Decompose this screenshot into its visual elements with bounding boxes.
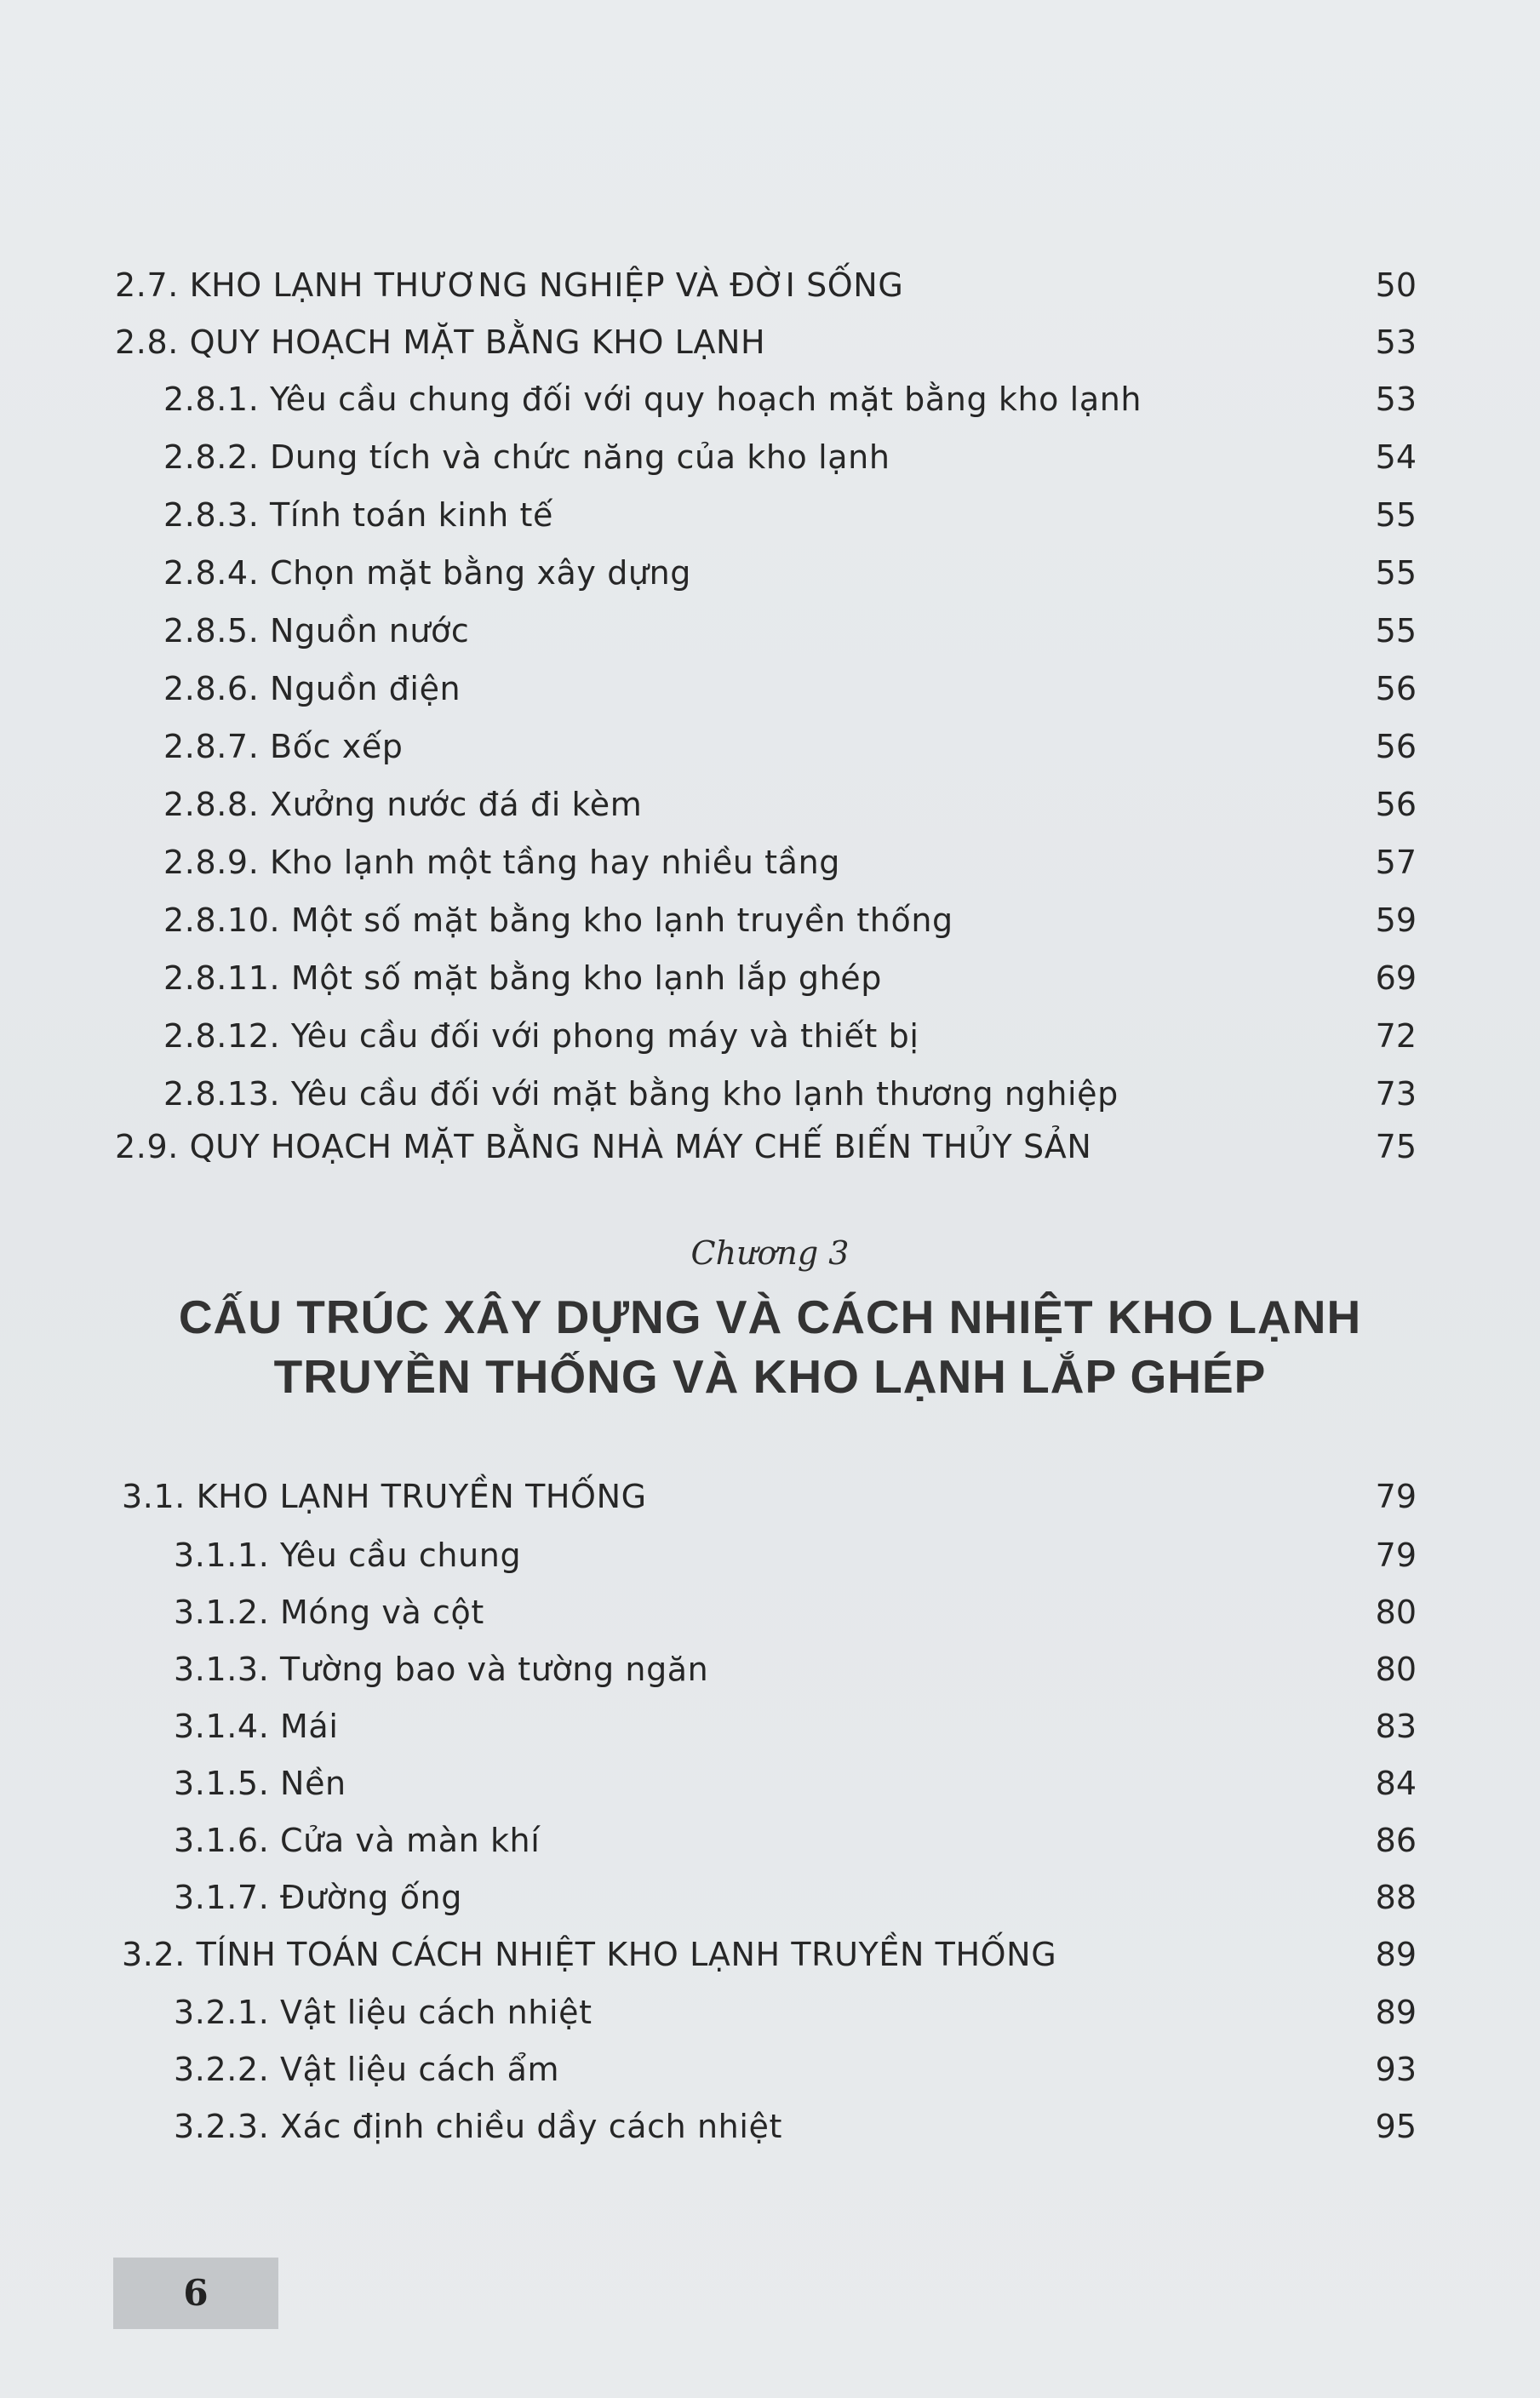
toc-entry-label: 2.8.2. Dung tích và chức năng của kho lạnh xyxy=(163,438,890,476)
toc-entry-label: 2.8.3. Tính toán kinh tế xyxy=(163,496,553,534)
toc-entry xyxy=(0,895,1540,946)
toc-entry-label: 2.7. KHO LẠNH THƯƠNG NGHIỆP VÀ ĐỜI SỐNG xyxy=(115,266,904,304)
toc-entry-page: 89 xyxy=(1375,1994,1417,2031)
toc-entry-label: 3.1. KHO LẠNH TRUYỀN THỐNG xyxy=(122,1478,647,1515)
toc-entry-page: 84 xyxy=(1375,1765,1417,1802)
toc-entry-page: 55 xyxy=(1375,496,1417,534)
toc-entry-label: 3.2.2. Vật liệu cách ẩm xyxy=(174,2051,560,2088)
toc-entry-label: 2.8.13. Yêu cầu đối với mặt bằng kho lạnh thương nghiệp xyxy=(163,1075,1119,1113)
toc-entry xyxy=(0,432,1540,483)
toc-entry xyxy=(0,547,1540,598)
toc-entry-page: 80 xyxy=(1375,1651,1417,1688)
toc-entry xyxy=(0,2044,1540,2095)
toc-entry-page: 59 xyxy=(1375,901,1417,939)
toc-entry xyxy=(0,1758,1540,1809)
toc-entry xyxy=(0,605,1540,656)
toc-entry-label: 2.8.7. Bốc xếp xyxy=(163,728,404,765)
toc-entry xyxy=(0,953,1540,1004)
toc-entry-page: 56 xyxy=(1375,670,1417,707)
toc-entry xyxy=(0,489,1540,541)
toc-entry xyxy=(0,1010,1540,1062)
toc-entry-page: 53 xyxy=(1375,381,1417,418)
toc-entry-label: 3.2.1. Vật liệu cách nhiệt xyxy=(174,1994,593,2031)
toc-entry-label: 3.1.4. Mái xyxy=(174,1708,339,1745)
toc-entry-page: 95 xyxy=(1375,2108,1417,2145)
toc-entry xyxy=(0,837,1540,888)
toc-entry-page: 53 xyxy=(1375,323,1417,361)
toc-entry-label: 3.1.3. Tường bao và tường ngăn xyxy=(174,1651,709,1688)
toc-entry xyxy=(0,1587,1540,1638)
toc-entry-page: 86 xyxy=(1375,1822,1417,1859)
toc-entry-label: 3.2. TÍNH TOÁN CÁCH NHIỆT KHO LẠNH TRUYỀN THỐNG xyxy=(122,1936,1057,1973)
toc-entry-label: 2.8.6. Nguồn điện xyxy=(163,670,461,707)
toc-entry xyxy=(0,779,1540,830)
page-number: 6 xyxy=(183,2272,209,2314)
chapter-title-line-2: TRUYỀN THỐNG VÀ KHO LẠNH LẮP GHÉP xyxy=(273,1350,1267,1403)
toc-entry xyxy=(0,2101,1540,2152)
toc-entry-label: 3.1.6. Cửa và màn khí xyxy=(174,1822,541,1859)
toc-entry-page: 55 xyxy=(1375,554,1417,592)
toc-entry-page: 79 xyxy=(1375,1478,1417,1515)
toc-entry xyxy=(0,374,1540,425)
toc-entry-page: 56 xyxy=(1375,728,1417,765)
chapter-label: Chương 3 xyxy=(690,1234,850,1272)
toc-entry-page: 55 xyxy=(1375,612,1417,650)
toc-entry-label: 2.8. QUY HOẠCH MẶT BẰNG KHO LẠNH xyxy=(115,323,766,361)
toc-entry-label: 2.8.5. Nguồn nước xyxy=(163,612,470,650)
toc-entry-page: 72 xyxy=(1375,1017,1417,1055)
toc-entry-page: 50 xyxy=(1375,266,1417,304)
toc-entry-label: 3.1.5. Nền xyxy=(174,1765,346,1802)
toc-entry-page: 80 xyxy=(1375,1594,1417,1631)
toc-entry xyxy=(0,721,1540,772)
toc-entry-label: 3.1.2. Móng và cột xyxy=(174,1594,484,1631)
toc-entry xyxy=(0,1530,1540,1581)
toc-entry-label: 2.8.10. Một số mặt bằng kho lạnh truyền thống xyxy=(163,901,953,939)
toc-entry-label: 3.1.7. Đường ống xyxy=(174,1879,462,1916)
toc-entry xyxy=(0,1701,1540,1752)
toc-entry-page: 56 xyxy=(1375,786,1417,823)
toc-entry-page: 69 xyxy=(1375,959,1417,997)
toc-entry-page: 57 xyxy=(1375,844,1417,881)
toc-entry-label: 2.8.8. Xưởng nước đá đi kèm xyxy=(163,786,643,823)
toc-entry-page: 73 xyxy=(1375,1075,1417,1113)
toc-entry-page: 54 xyxy=(1375,438,1417,476)
toc-entry xyxy=(0,1929,1540,1980)
toc-entry xyxy=(0,663,1540,714)
toc-entry-label: 2.9. QUY HOẠCH MẶT BẰNG NHÀ MÁY CHẾ BIẾN THỦY SẢN xyxy=(115,1128,1092,1165)
toc-entry-label: 3.1.1. Yêu cầu chung xyxy=(174,1537,522,1574)
toc-entry-page: 89 xyxy=(1375,1936,1417,1973)
toc-entry-page: 88 xyxy=(1375,1879,1417,1916)
toc-entry xyxy=(0,1815,1540,1866)
toc-entry xyxy=(0,1987,1540,2038)
toc-entry xyxy=(0,1644,1540,1695)
toc-entry xyxy=(0,1068,1540,1119)
toc-entry xyxy=(0,1872,1540,1923)
chapter-title-line-1: CẤU TRÚC XÂY DỰNG VÀ CÁCH NHIỆT KHO LẠNH xyxy=(178,1291,1362,1343)
toc-entry-page: 83 xyxy=(1375,1708,1417,1745)
toc-entry-page: 75 xyxy=(1375,1128,1417,1165)
toc-entry-page: 93 xyxy=(1375,2051,1417,2088)
toc-entry xyxy=(0,317,1540,368)
toc-entry-label: 2.8.1. Yêu cầu chung đối với quy hoạch mặt bằng kho lạnh xyxy=(163,381,1142,418)
toc-entry-label: 2.8.12. Yêu cầu đối với phong máy và thiết bị xyxy=(163,1017,919,1055)
page-number-box xyxy=(113,2258,278,2329)
toc-entry xyxy=(0,1471,1540,1522)
toc-entry-page: 79 xyxy=(1375,1537,1417,1574)
toc-entry xyxy=(0,1121,1540,1172)
toc-entry-label: 2.8.11. Một số mặt bằng kho lạnh lắp ghép xyxy=(163,959,882,997)
toc-entry-label: 2.8.4. Chọn mặt bằng xây dựng xyxy=(163,554,692,592)
toc-entry-label: 3.2.3. Xác định chiều dầy cách nhiệt xyxy=(174,2108,782,2145)
toc-entry-label: 2.8.9. Kho lạnh một tầng hay nhiều tầng xyxy=(163,844,840,881)
toc-entry xyxy=(0,260,1540,311)
